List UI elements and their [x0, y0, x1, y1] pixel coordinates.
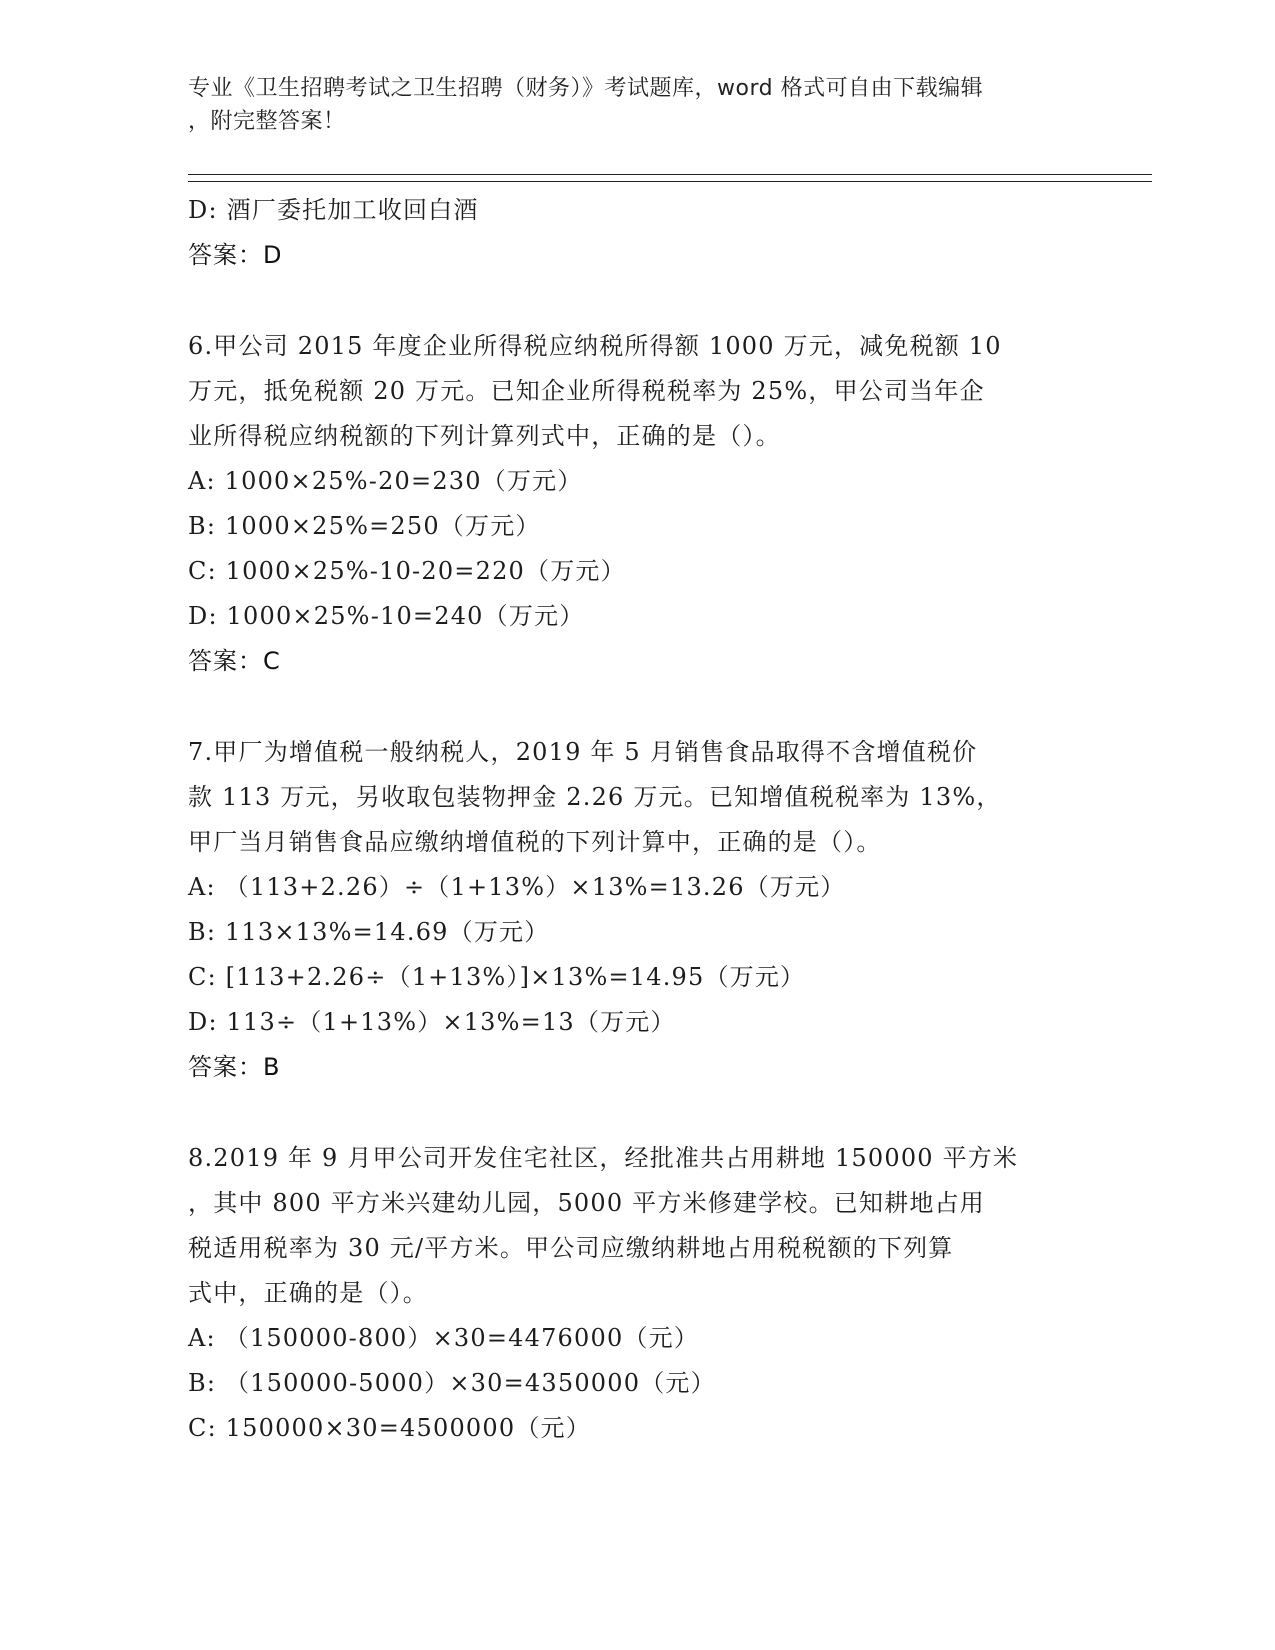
option-d: D: 1000×25%-10=240（万元） [188, 602, 585, 630]
option-d: D: 酒厂委托加工收回白酒 [188, 196, 479, 224]
question-stem-line: 税适用税率为 30 元/平方米。甲公司应缴纳耕地占用税税额的下列算 [188, 1234, 954, 1262]
option-a: A: （150000-800）×30=4476000（元） [188, 1324, 700, 1352]
question-6 [188, 324, 1088, 684]
option-b: B: 113×13%=14.69（万元） [188, 918, 550, 946]
header-line-1: 专业《卫生招聘考试之卫生招聘（财务）》考试题库，word 格式可自由下载编辑 [188, 76, 984, 101]
question-stem-line: ，其中 800 平方米兴建幼儿园，5000 平方米修建学校。已知耕地占用 [188, 1189, 985, 1217]
question-stem-line: 式中，正确的是（）。 [188, 1279, 428, 1307]
question-stem-line: 6.甲公司 2015 年度企业所得税应纳税所得额 1000 万元，减免税额 10 [188, 332, 1002, 360]
answer-line: 答案：D [188, 241, 283, 269]
option-c: C: [113+2.26÷（1+13%）]×13%=14.95（万元） [188, 963, 806, 991]
option-a: A: 1000×25%-20=230（万元） [188, 467, 583, 495]
previous-question-tail [188, 188, 1088, 278]
question-stem-line: 款 113 万元，另收取包装物押金 2.26 万元。已知增值税税率为 13%， [188, 783, 1002, 811]
option-a: A: （113+2.26）÷（1+13%）×13%=13.26（万元） [188, 873, 846, 901]
answer-line: 答案：B [188, 1053, 281, 1081]
question-7 [188, 730, 1088, 1090]
question-stem-line: 甲厂当月销售食品应缴纳增值税的下列计算中，正确的是（）。 [188, 828, 882, 856]
question-stem-line: 8.2019 年 9 月甲公司开发住宅社区，经批准共占用耕地 150000 平方米 [188, 1144, 1019, 1172]
document-body [188, 188, 1088, 1451]
option-c: C: 150000×30=4500000（元） [188, 1414, 591, 1442]
answer-line: 答案：C [188, 647, 281, 675]
spacer [188, 684, 1088, 730]
header-divider-top [188, 174, 1152, 175]
option-c: C: 1000×25%-10-20=220（万元） [188, 557, 626, 585]
question-stem-line: 万元，抵免税额 20 万元。已知企业所得税税率为 25%，甲公司当年企 [188, 377, 985, 405]
option-d: D: 113÷（1+13%）×13%=13（万元） [188, 1008, 676, 1036]
header-line-2: ，附完整答案！ [188, 109, 346, 134]
option-b: B: （150000-5000）×30=4350000（元） [188, 1369, 716, 1397]
spacer [188, 278, 1088, 324]
question-8 [188, 1136, 1088, 1451]
option-b: B: 1000×25%=250（万元） [188, 512, 541, 540]
header-divider-bottom [188, 181, 1152, 182]
question-stem-line: 业所得税应纳税额的下列计算列式中，正确的是（）。 [188, 422, 781, 450]
document-header [188, 72, 1088, 138]
question-stem-line: 7.甲厂为增值税一般纳税人，2019 年 5 月销售食品取得不含增值税价 [188, 738, 978, 766]
spacer [188, 1090, 1088, 1136]
